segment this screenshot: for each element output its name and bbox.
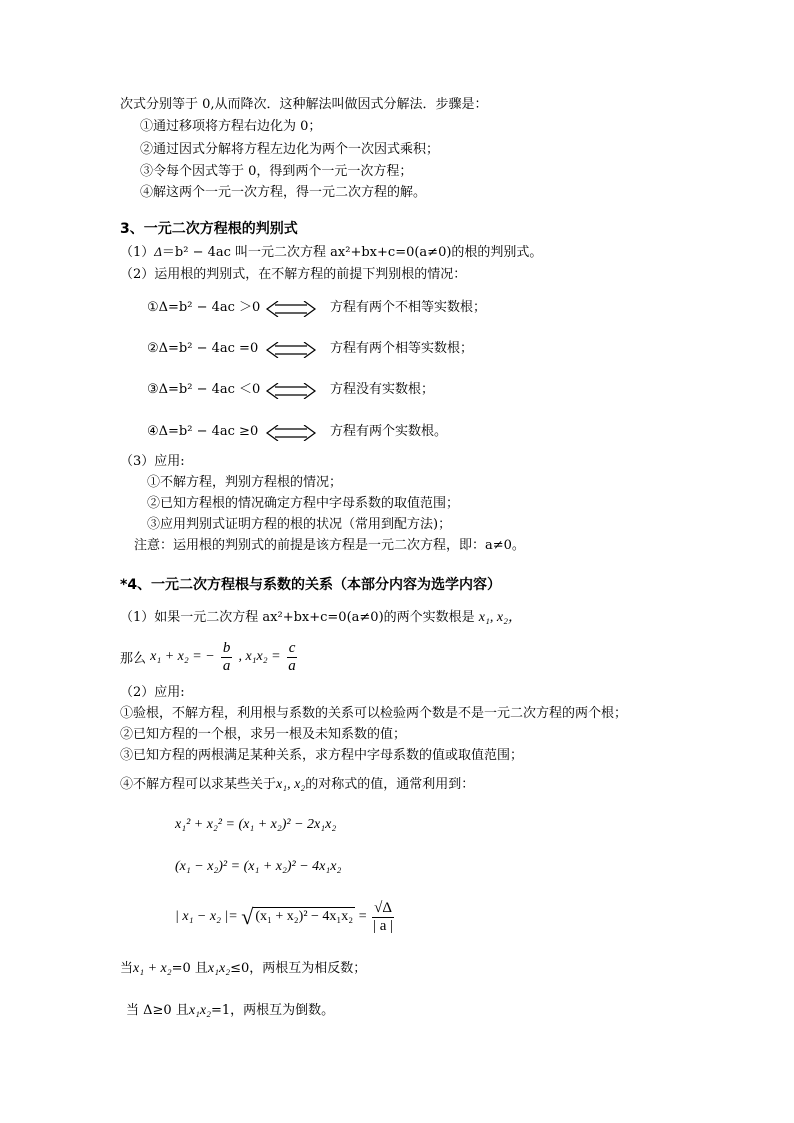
- case-1-condition: ①Δ=b² − 4ac ＞0: [147, 300, 261, 315]
- case-4-result: 方程有两个实数根。: [330, 424, 448, 439]
- double-arrow-icon: [265, 342, 317, 358]
- sec3-p3: （3）应用:: [120, 454, 185, 469]
- step-1: ①通过移项将方程右边化为 0；: [140, 119, 322, 134]
- sec3-p2: （2）运用根的判别式，在不解方程的前提下判别根的情况：: [120, 267, 467, 282]
- fraction-b-over-a: $\frac{b}{a}$: [222, 640, 231, 674]
- double-arrow-icon: [265, 301, 317, 317]
- sec3-app-2: ②已知方程根的情况确定方程中字母系数的取值范围；: [147, 496, 460, 511]
- double-arrow-icon: [265, 425, 317, 441]
- sec4-app-1: ①验根，不解方程，利用根与系数的关系可以检验两个数是不是一元二次方程的两个根；: [120, 706, 628, 721]
- condition-reciprocal-roots: 当 Δ≥0 且x₁x₂=1，两根互为倒数。: [126, 1003, 335, 1018]
- formula-sum-of-squares: x₁² + x₂² = (x₁ + x₂)² − 2x₁x₂: [175, 817, 337, 832]
- step-2: ②通过因式分解将方程左边化为两个一次因式乘积；: [140, 142, 440, 157]
- formula-difference-squared: (x₁ − x₂)² = (x₁ + x₂)² − 4x₁x₂: [175, 859, 342, 874]
- case-2-result: 方程有两个相等实数根；: [330, 341, 474, 356]
- double-arrow-icon: [265, 383, 317, 399]
- intro-line: 次式分别等于 0,从而降次．这种解法叫做因式分解法．步骤是：: [120, 97, 488, 112]
- sec3-app-3: ③应用判别式证明方程的根的状况（常用到配方法)；: [147, 517, 452, 532]
- formula-abs-difference: | x₁ − x₂ |= √ (x₁ + x₂)² − 4x₁x₂ = $\frac{√\Delta}{| a |}$: [175, 900, 394, 934]
- sec4-app-4: ④不解方程可以求某些关于x₁, x₂的对称式的值，通常利用到：: [120, 777, 475, 792]
- case-3-result: 方程没有实数根；: [330, 382, 435, 397]
- case-2-condition: ②Δ=b² − 4ac =0: [147, 341, 259, 356]
- step-3: ③令每个因式等于 0，得到两个一元一次方程；: [140, 164, 413, 179]
- step-4: ④解这两个一元一次方程，得一元二次方程的解。: [140, 185, 427, 200]
- case-3-condition: ③Δ=b² − 4ac ＜0: [147, 382, 261, 397]
- sec4-app-2: ②已知方程的一个根，求另一根及未知系数的值；: [120, 727, 407, 742]
- condition-opposite-roots: 当x₁ + x₂=0 且x₁x₂≤0，两根互为相反数；: [120, 961, 367, 976]
- square-root: √ (x₁ + x₂)² − 4x₁x₂: [241, 904, 354, 929]
- vieta-formula: 那么 x₁ + x₂ = − $\frac{b}{a}$ , x₁x₂ = $\frac{c}{a}$: [120, 640, 296, 674]
- fraction-sqrt-delta-over-abs-a: $\frac{√\Delta}{| a |}$: [372, 900, 394, 934]
- sec3-app-1: ①不解方程，判别方程根的情况；: [147, 475, 343, 490]
- sec4-p2: （2）应用:: [120, 685, 185, 700]
- sec4-p1: （1）如果一元二次方程 ax²+bx+c=0(a≠0)的两个实数根是 x₁, x₂，: [120, 610, 522, 625]
- sec3-p1: （1）Δ＝b² − 4ac 叫一元二次方程 ax²+bx+c=0(a≠0)的根的判别式。: [120, 244, 543, 260]
- fraction-c-over-a: $\frac{c}{a}$: [288, 640, 296, 674]
- section-3-heading: 3、一元二次方程根的判别式: [120, 221, 298, 237]
- case-1-result: 方程有两个不相等实数根；: [330, 300, 487, 315]
- section-4-heading: *4、一元二次方程根与系数的关系（本部分内容为选学内容）: [120, 577, 502, 593]
- sec4-app-3: ③已知方程的两根满足某种关系，求方程中字母系数的值或取值范围；: [120, 748, 524, 763]
- case-4-condition: ④Δ=b² − 4ac ≥0: [147, 424, 259, 439]
- sec3-note: 注意：运用根的判别式的前提是该方程是一元二次方程，即：a≠0。: [134, 538, 525, 553]
